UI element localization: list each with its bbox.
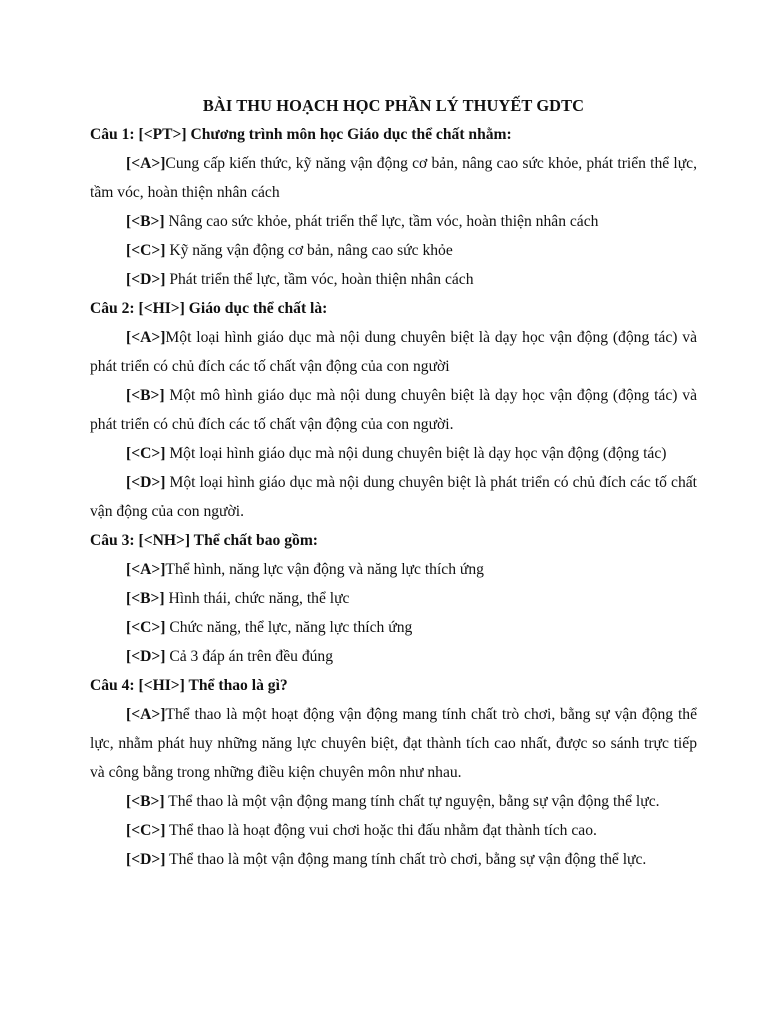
answer-option-b bbox=[90, 381, 697, 439]
answer-option-d bbox=[90, 642, 697, 671]
option-label: [<A>] bbox=[126, 155, 166, 172]
option-label: [<A>] bbox=[126, 329, 166, 346]
option-label: [<D>] bbox=[126, 851, 166, 868]
question-block bbox=[90, 671, 697, 874]
answer-option-b bbox=[90, 787, 697, 816]
question-heading: Câu 1: [<PT>] Chương trình môn học Giáo dục thể chất nhằm: bbox=[90, 126, 512, 143]
option-label: [<B>] bbox=[126, 793, 165, 810]
document-page bbox=[90, 91, 697, 874]
option-label: [<B>] bbox=[126, 213, 165, 230]
answer-option-c bbox=[90, 236, 697, 265]
option-text: Cung cấp kiến thức, kỹ năng vận động cơ bản, nâng cao sức khỏe, phát triển thể lực, tầm vóc, hoàn thiện nhân cách bbox=[90, 155, 697, 201]
answer-option-c bbox=[90, 816, 697, 845]
answer-option-c bbox=[90, 439, 697, 468]
option-label: [<D>] bbox=[126, 648, 166, 665]
option-text: Thể thao là một hoạt động vận động mang tính chất trò chơi, bằng sự vận động thể lực, nhằm phát huy những năng lực chuyên biệt, đạt thành tích cao nhất, được so sánh trực tiếp và công bằng trong những điều kiện chuyên môn như nhau. bbox=[90, 706, 697, 781]
option-text: Nâng cao sức khỏe, phát triển thể lực, tầm vóc, hoàn thiện nhân cách bbox=[164, 213, 599, 230]
answer-option-a bbox=[90, 555, 697, 584]
option-text: Chức năng, thể lực, năng lực thích ứng bbox=[165, 619, 413, 636]
option-text: Thể thao là một vận động mang tính chất trò chơi, bằng sự vận động thể lực. bbox=[165, 851, 647, 868]
question-heading: Câu 4: [<HI>] Thể thao là gì? bbox=[90, 677, 288, 694]
option-text: Thể thao là một vận động mang tính chất tự nguyện, bằng sự vận động thể lực. bbox=[164, 793, 660, 810]
option-text: Thể thao là hoạt động vui chơi hoặc thi đấu nhằm đạt thành tích cao. bbox=[165, 822, 597, 839]
option-label: [<C>] bbox=[126, 445, 166, 462]
option-text: Một loại hình giáo dục mà nội dung chuyên biệt là dạy học vận động (động tác) bbox=[165, 445, 667, 462]
question-block bbox=[90, 526, 697, 671]
answer-option-a bbox=[90, 700, 697, 787]
option-text: Thể hình, năng lực vận động và năng lực thích ứng bbox=[165, 561, 484, 578]
option-label: [<B>] bbox=[126, 590, 165, 607]
option-text: Một loại hình giáo dục mà nội dung chuyên biệt là phát triển có chủ đích các tố chất vận động của con người. bbox=[90, 474, 697, 520]
option-label: [<B>] bbox=[126, 387, 165, 404]
option-text: Hình thái, chức năng, thể lực bbox=[164, 590, 350, 607]
option-text: Phát triển thể lực, tầm vóc, hoàn thiện nhân cách bbox=[165, 271, 474, 288]
option-text: Cả 3 đáp án trên đều đúng bbox=[165, 648, 334, 665]
option-label: [<A>] bbox=[126, 706, 166, 723]
question-block bbox=[90, 120, 697, 294]
answer-option-a bbox=[90, 323, 697, 381]
option-text: Một loại hình giáo dục mà nội dung chuyên biệt là dạy học vận động (động tác) và phát triển có chủ đích các tố chất vận động của con người bbox=[90, 329, 697, 375]
option-label: [<C>] bbox=[126, 619, 166, 636]
question-block bbox=[90, 294, 697, 526]
answer-option-b bbox=[90, 207, 697, 236]
answer-option-a bbox=[90, 149, 697, 207]
answer-option-d bbox=[90, 845, 697, 874]
option-text: Một mô hình giáo dục mà nội dung chuyên biệt là dạy học vận động (động tác) và phát triển có chủ đích các tố chất vận động của con người. bbox=[90, 387, 697, 433]
answer-option-d bbox=[90, 468, 697, 526]
question-heading: Câu 2: [<HI>] Giáo dục thể chất là: bbox=[90, 300, 328, 317]
option-label: [<D>] bbox=[126, 271, 166, 288]
document-title: BÀI THU HOẠCH HỌC PHẦN LÝ THUYẾT GDTC bbox=[202, 96, 585, 115]
answer-option-d bbox=[90, 265, 697, 294]
answer-option-c bbox=[90, 613, 697, 642]
option-label: [<C>] bbox=[126, 242, 166, 259]
option-label: [<A>] bbox=[126, 561, 166, 578]
option-label: [<C>] bbox=[126, 822, 166, 839]
option-text: Kỹ năng vận động cơ bản, nâng cao sức khỏe bbox=[165, 242, 453, 259]
option-label: [<D>] bbox=[126, 474, 166, 491]
question-heading: Câu 3: [<NH>] Thể chất bao gồm: bbox=[90, 532, 318, 549]
answer-option-b bbox=[90, 584, 697, 613]
